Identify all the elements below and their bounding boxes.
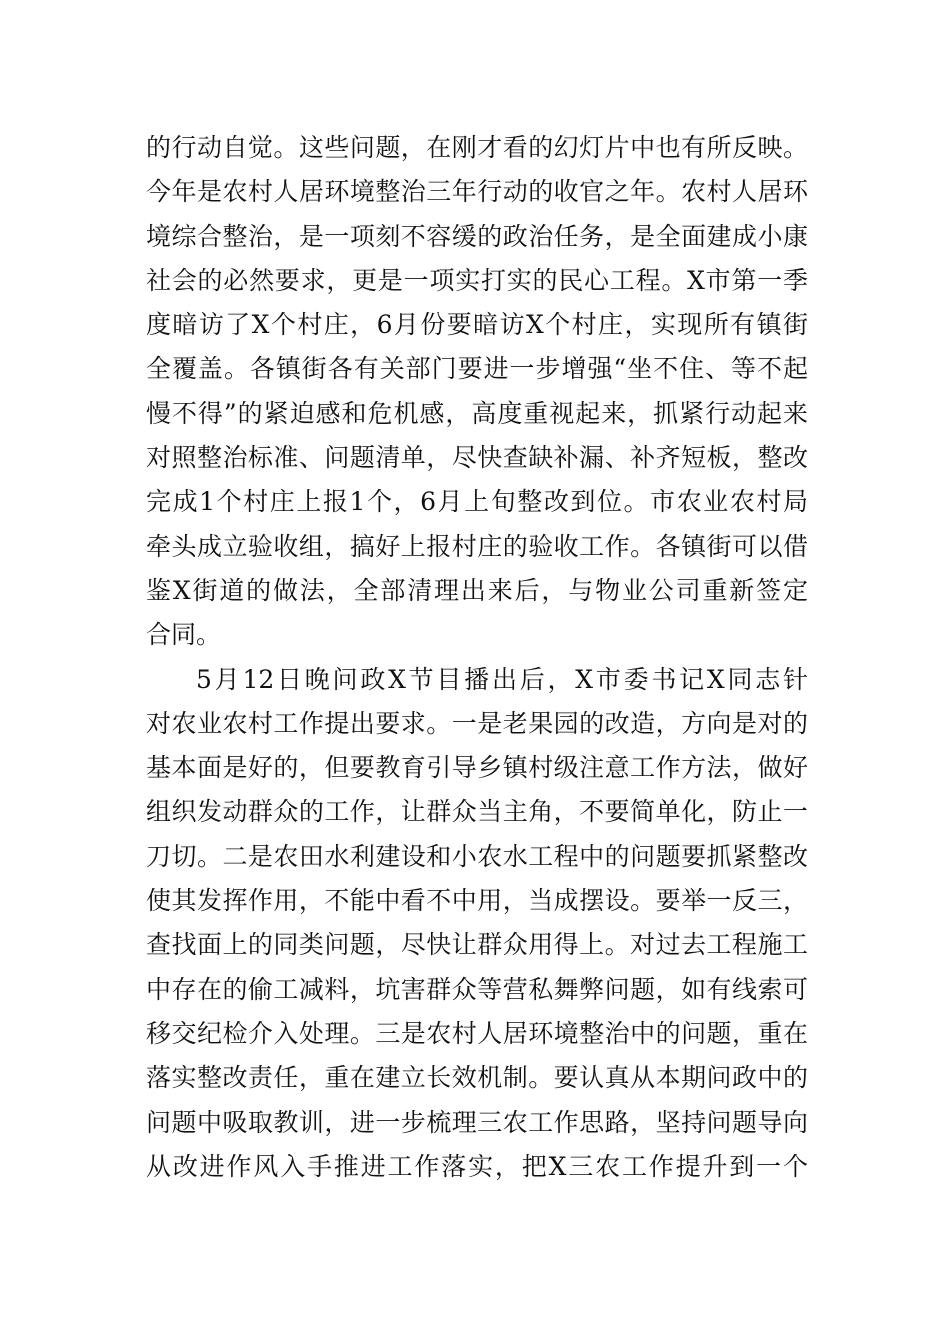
text-line: 对照整治标准、问题清单，尽快查缺补漏、补齐短板，整改 — [146, 443, 808, 473]
paragraph-first-line: 5月12日晚问政X节目播出后，X市委书记X同志针 — [196, 664, 808, 694]
text-line: 社会的必然要求，更是一项实打实的民心工程。X市第一季 — [146, 265, 808, 295]
text-line: 中存在的偷工减料，坑害群众等营私舞弊问题，如有线索可 — [146, 974, 808, 1004]
text-line: 对农业农村工作提出要求。一是老果园的改造，方向是对的 — [146, 708, 808, 738]
text-line: 刀切。二是农田水利建设和小农水工程中的问题要抓紧整改 — [146, 841, 808, 871]
text-line: 全覆盖。各镇街各有关部门要进一步增强“坐不住、等不起 — [146, 354, 808, 384]
text-line: 移交纪检介入处理。三是农村人居环境整治中的问题，重在 — [146, 1018, 808, 1048]
text-line: 牵头成立验收组，搞好上报村庄的验收工作。各镇街可以借 — [146, 531, 808, 561]
text-line: 落实整改责任，重在建立长效机制。要认真从本期问政中的 — [146, 1063, 808, 1093]
text-line: 基本面是好的，但要教育引导乡镇村级注意工作方法，做好 — [146, 753, 808, 783]
text-line: 使其发挥作用，不能中看不中用，当成摆设。要举一反三， — [146, 886, 808, 916]
text-line: 的行动自觉。这些问题，在刚才看的幻灯片中也有所反映。 — [146, 133, 808, 162]
text-line: 从改进作风入手推进工作落实，把X三农工作提升到一个 — [146, 1151, 808, 1181]
text-line: 查找面上的同类问题，尽快让群众用得上。对过去工程施工 — [146, 930, 808, 960]
text-line: 合同。 — [146, 620, 222, 650]
text-line: 度暗访了X个村庄，6月份要暗访X个村庄，实现所有镇街 — [146, 310, 808, 340]
text-line: 问题中吸取教训，进一步梳理三农工作思路，坚持问题导向 — [146, 1107, 808, 1137]
text-line: 鉴X街道的做法，全部清理出来后，与物业公司重新签定 — [146, 575, 808, 605]
text-line: 今年是农村人居环境整治三年行动的收官之年。农村人居环 — [146, 177, 808, 207]
text-line: 境综合整治，是一项刻不容缓的政治任务，是全面建成小康 — [146, 221, 808, 251]
text-line: 完成1个村庄上报1个，6月上旬整改到位。市农业农村局 — [146, 487, 808, 517]
text-line: 慢不得”的紧迫感和危机感，高度重视起来，抓紧行动起来 — [146, 398, 808, 428]
text-line: 组织发动群众的工作，让群众当主角，不要简单化，防止一 — [146, 797, 808, 827]
body-text — [146, 126, 808, 1189]
